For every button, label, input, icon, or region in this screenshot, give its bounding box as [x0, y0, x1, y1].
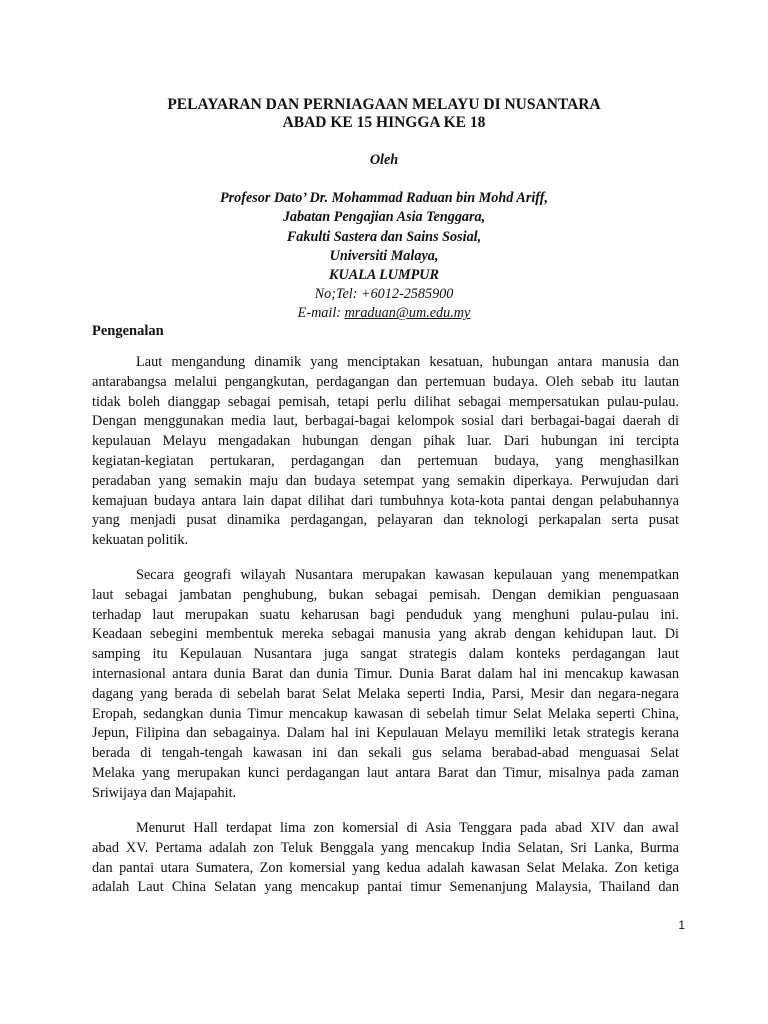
paragraph-line: laut sebagai jambatan penghubung, bukan sebagai pemisah. Dengan demikian penguasaan — [92, 586, 679, 603]
paragraph-line: internasional antara dunia Barat dan dunia Timur. Dunia Barat dalam hal ini mencakup kawasan — [92, 665, 679, 682]
paragraph-line: peradaban yang semakin maju dan budaya setempat yang semakin diperkaya. Perwujudan dari — [92, 472, 679, 489]
paragraph-line: kepulauan Melayu mengadakan hubungan dengan pihak luar. Dari hubungan ini tercipta — [92, 433, 679, 450]
author-department: Jabatan Pengajian Asia Tenggara, — [282, 209, 486, 226]
author-faculty: Fakulti Sastera dan Sains Sosial, — [286, 228, 482, 245]
author-phone: No;Tel: +6012-2585900 — [314, 286, 454, 303]
paragraph-line: Eropah, sedangkan dunia Timur mencakup kawasan di sebelah timur Selat Melaka seperti China, — [92, 705, 679, 722]
paragraph-line: samping itu Kepulauan Nusantara juga sangat strategis dalam konteks perdagangan laut — [92, 646, 679, 663]
title-line-1: PELAYARAN DAN PERNIAGAAN MELAYU DI NUSANTARA — [167, 96, 601, 113]
paragraph-line: kemajuan budaya antara lain dapat dilihat dari tumbuhnya kota-kota pantai dengan pelabuhannya — [92, 492, 679, 509]
paragraph-line: dan pantai utara Sumatera, Zon komersial yang kedua adalah kawasan Selat Melaka. Zon ketiga — [92, 859, 679, 876]
paragraph-2 — [92, 566, 679, 804]
paragraph-line: adalah Laut China Selatan yang mencakup pantai timur Semenanjung Malaysia, Thailand dan — [92, 879, 679, 896]
paragraph-line: Dengan menggunakan media laut, berbagai-bagai kelompok sosial dari berbagai-bagai daerah di — [92, 413, 679, 430]
paragraph-line: terhadap laut merupakan suatu keharusan bagi penduduk yang menghuni pulau-pulau ini. — [92, 606, 679, 623]
author-university: Universiti Malaya, — [329, 247, 439, 264]
paragraph-1 — [92, 353, 679, 551]
paragraph-3 — [92, 819, 679, 898]
paragraph-line: Secara geografi wilayah Nusantara merupakan kawasan kepulauan yang menempatkan — [136, 567, 679, 583]
paragraph-line: dagang yang berada di sebelah barat Selat Melaka seperti India, Parsi, Mesir dan negara-negara — [92, 685, 679, 702]
paragraph-line: kekuatan politik. — [92, 532, 189, 549]
paragraph-line: yang menjadi pusat dinamika perdagangan, pelayaran dan teknologi perkapalan serta pusat — [92, 512, 679, 529]
paragraph-line: abad XV. Pertama adalah zon Teluk Benggala yang mencakup India Selatan, Sri Lanka, Burma — [92, 839, 679, 856]
title-line-2: ABAD KE 15 HINGGA KE 18 — [282, 114, 486, 131]
email-label: E-mail: — [297, 305, 345, 322]
paragraph-line: Jepun, Filipina dan sebagainya. Dalam hal ini Kepulauan Melayu memiliki letak strategis kerana — [92, 725, 679, 742]
paragraph-line: berada di tengah-tengah kawasan ini dan sekali gus selama berabad-abad menguasai Selat — [92, 745, 679, 762]
paragraph-line: tidak boleh dianggap sebagai pemisah, tetapi perlu dilihat sebagai mempersatukan pulau-pulau. — [92, 393, 679, 410]
paragraph-line: Laut mengandung dinamik yang menciptakan kesatuan, hubungan antara manusia dan — [136, 354, 679, 370]
author-name: Profesor Dato’ Dr. Mohammad Raduan bin Mohd Ariff, — [219, 190, 549, 207]
author-block — [0, 151, 768, 324]
paragraph-line: Melaka yang merupakan kunci perdagangan laut antara Barat dan Timur, misalnya pada zaman — [92, 764, 679, 781]
paragraph-line: Keadaan sebegini membentuk mereka sebagai manusia yang akrab dengan kehidupan laut. Di — [92, 626, 679, 643]
paragraph-line: kegiatan-kegiatan pertukaran, perdagangan dan pertemuan budaya, yang menghasilkan — [92, 452, 679, 469]
paragraph-line: Sriwijaya dan Majapahit. — [92, 784, 237, 801]
author-email-line — [0, 304, 768, 323]
paragraph-line: antarabangsa melalui pengangkutan, perdagangan dan pertemuan budaya. Oleh sebab itu lautan — [92, 373, 679, 390]
author-city: KUALA LUMPUR — [329, 267, 439, 284]
byline: Oleh — [369, 152, 399, 168]
paragraph-line: Menurut Hall terdapat lima zon komersial di Asia Tenggara pada abad XIV dan awal — [136, 820, 679, 836]
email-link[interactable]: mraduan@um.edu.my — [344, 305, 471, 322]
page-number: 1 — [678, 918, 685, 932]
section-heading: Pengenalan — [92, 323, 164, 339]
